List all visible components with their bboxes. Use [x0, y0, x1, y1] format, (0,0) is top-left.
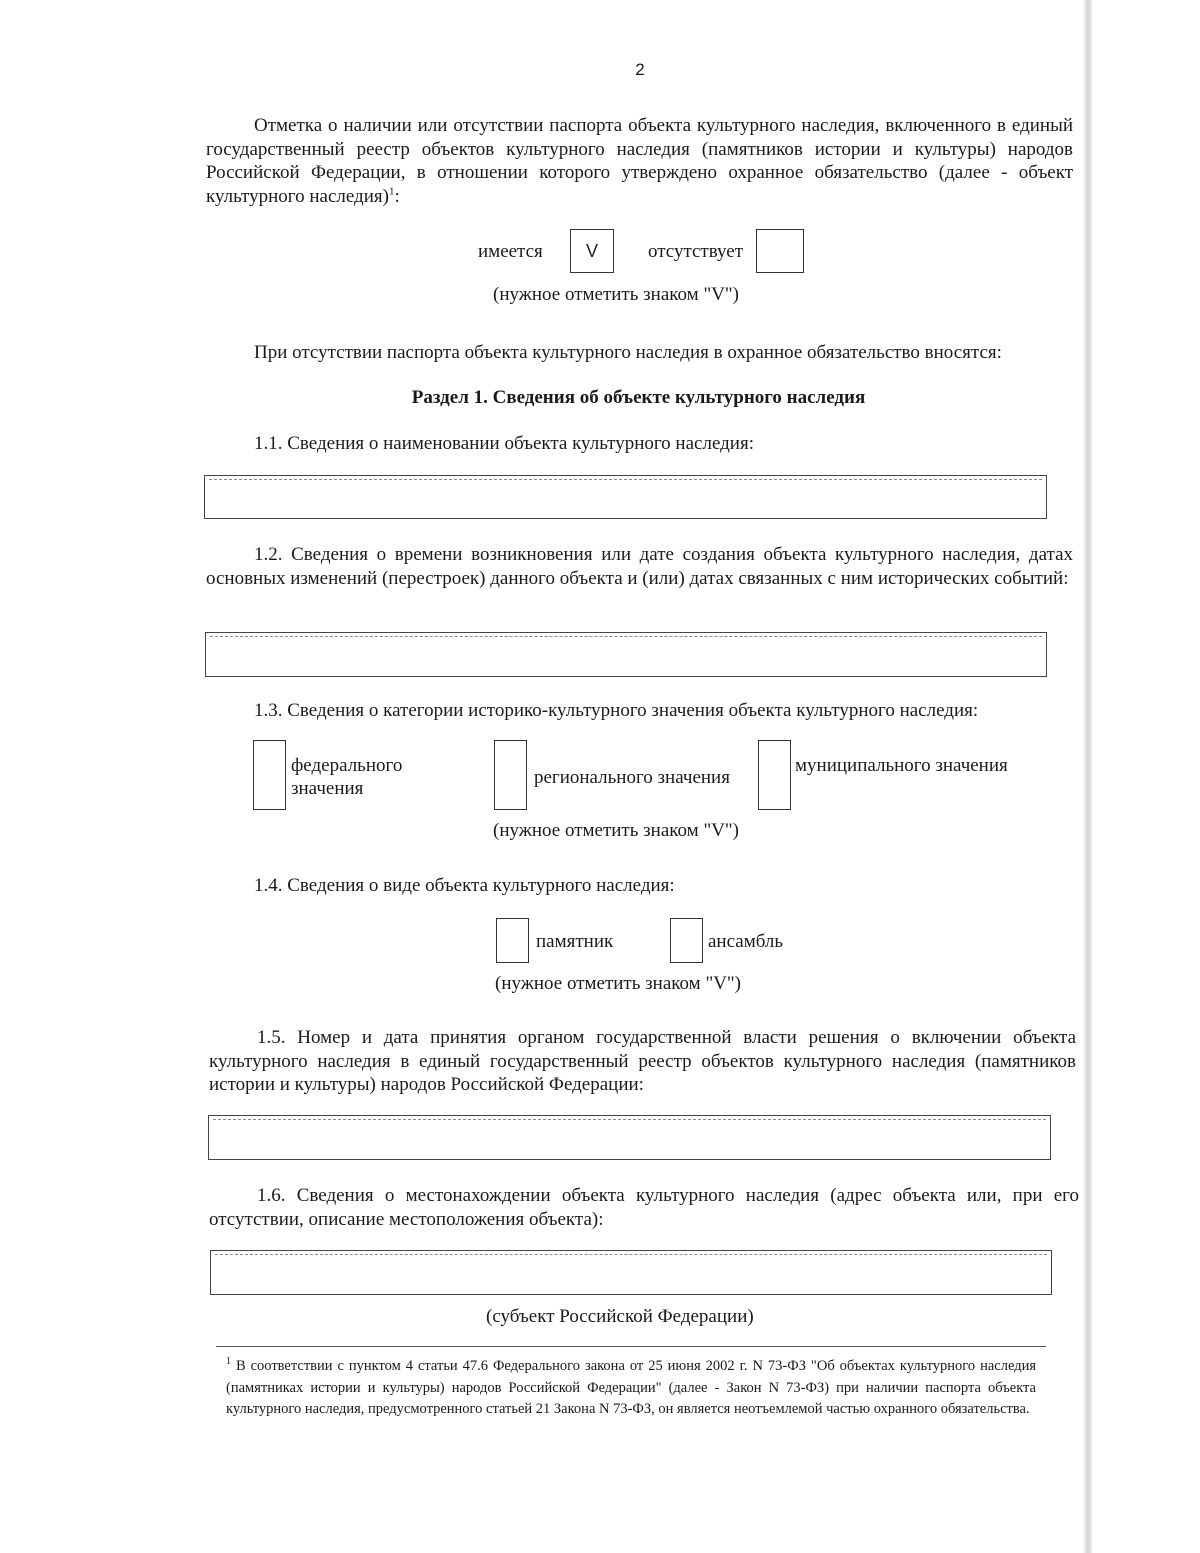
kind-monument-checkbox[interactable] — [496, 918, 529, 963]
footnote-divider — [216, 1346, 1046, 1347]
passport-mark-text: Отметка о наличии или отсутствии паспорта объекта культурного наследия, включенного в единый государственный реестр объектов культурного наследия (памятников истории и культуры) народов Российской Федерации, в отношении которого утверждено охранное обязательство (далее - объект культурного наследия) — [206, 115, 1073, 207]
category-regional-checkbox[interactable] — [494, 740, 527, 810]
category-hint: (нужное отметить знаком "V") — [493, 820, 739, 841]
item-1-4-label: 1.4. Сведения о виде объекта культурного наследия: — [254, 875, 675, 896]
item-1-6-input-field[interactable] — [210, 1250, 1052, 1295]
item-1-1-label: 1.1. Сведения о наименовании объекта культурного наследия: — [254, 433, 754, 454]
passport-mark-colon: : — [394, 185, 400, 207]
passport-mark-hint: (нужное отметить знаком "V") — [493, 284, 739, 305]
footnote-reference: 1 — [388, 185, 395, 198]
category-federal-label-line2: значения — [291, 778, 364, 799]
passport-present-checkbox[interactable]: V — [570, 229, 614, 273]
category-regional-label: регионального значения — [534, 767, 730, 788]
kind-monument-label: памятник — [536, 931, 614, 952]
item-1-5-label: 1.5. Номер и дата принятия органом государственной власти решения о включении объекта культурного наследия в единый государственный реестр объектов культурного наследия (памятников истории и культуры) народов Российской Федерации: — [209, 1027, 1076, 1095]
category-federal-label — [291, 754, 402, 800]
passport-present-label: имеется — [478, 241, 543, 262]
item-1-6-label: 1.6. Сведения о местонахождении объекта культурного наследия (адрес объекта или, при его отсутствии, описание местоположения объекта): — [209, 1185, 1079, 1230]
category-federal-checkbox[interactable] — [253, 740, 286, 810]
item-1-3-label: 1.3. Сведения о категории историко-культурного значения объекта культурного наследия: — [254, 700, 979, 721]
kind-hint: (нужное отметить знаком "V") — [495, 973, 741, 994]
section-title: Раздел 1. Сведения об объекте культурного наследия — [411, 387, 866, 408]
passport-mark-paragraph — [206, 114, 1073, 208]
footnote-text: В соответствии с пунктом 4 статьи 47.6 Федерального закона от 25 июня 2002 г. N 73-ФЗ "Об объектах культурного наследия (памятниках истории и культуры) народов Российской Федерации" (далее - Закон N 73-ФЗ) при наличии паспорта объекта культурного наследия, предусмотренного статьей 21 Закона N 73-ФЗ, он является неотъемлемой частью охранного обязательства. — [226, 1358, 1036, 1417]
page-number: 2 — [635, 60, 645, 79]
item-1-2-label: 1.2. Сведения о времени возникновения или дате создания объекта культурного наследия, датах основных изменений (перестроек) данного объекта и (или) датах связанных с ним исторических событий: — [206, 544, 1073, 589]
footnote — [226, 1356, 1036, 1421]
kind-ensemble-label: ансамбль — [708, 931, 784, 952]
footnote-number: 1 — [226, 1356, 231, 1368]
passport-absent-checkbox[interactable] — [756, 229, 804, 273]
item-1-1-input-field[interactable] — [204, 475, 1047, 519]
kind-ensemble-checkbox[interactable] — [670, 918, 703, 963]
item-1-2-input-field[interactable] — [205, 632, 1047, 677]
page-edge-shadow — [1082, 0, 1092, 1553]
category-municipal-checkbox[interactable] — [758, 740, 791, 810]
category-federal-label-line1: федерального — [291, 755, 403, 776]
category-municipal-label: муниципального значения — [795, 755, 1008, 776]
passport-absent-label: отсутствует — [648, 241, 744, 262]
item-1-5-input-field[interactable] — [208, 1115, 1051, 1160]
absence-note: При отсутствии паспорта объекта культурного наследия в охранное обязательство вносятся: — [254, 342, 1002, 363]
item-1-6-caption: (субъект Российской Федерации) — [486, 1306, 754, 1327]
